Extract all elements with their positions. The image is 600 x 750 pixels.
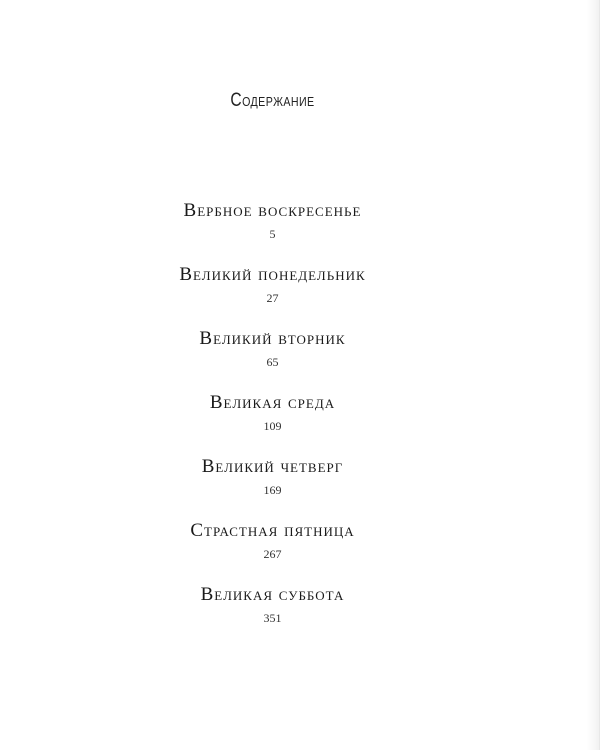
toc-entry-title: Великий вторник (199, 328, 346, 349)
toc-list (0, 198, 545, 646)
toc-entry-page: 267 (263, 547, 282, 561)
toc-entry[interactable] (0, 582, 545, 646)
toc-entry-title: Вербное воскресенье (183, 200, 362, 221)
toc-entry-title: Великая среда (209, 392, 336, 413)
toc-title: Содержание (230, 90, 315, 111)
toc-entry-page: 65 (266, 355, 279, 369)
toc-entry[interactable] (0, 198, 545, 262)
toc-entry[interactable] (0, 262, 545, 326)
toc-entry-page: 5 (269, 227, 276, 241)
toc-entry-title: Великий четверг (201, 456, 344, 477)
page-edge-shadow (586, 0, 600, 750)
toc-entry[interactable] (0, 454, 545, 518)
toc-entry-title: Великая суббота (200, 584, 345, 605)
toc-entry[interactable] (0, 326, 545, 390)
toc-entry-title: Страстная пятница (190, 520, 355, 541)
toc-entry-title: Великий понедельник (179, 264, 366, 285)
toc-entry-page: 169 (263, 483, 282, 497)
toc-entry-page: 351 (263, 611, 282, 625)
toc-entry[interactable] (0, 390, 545, 454)
toc-entry[interactable] (0, 518, 545, 582)
toc-entry-page: 27 (266, 291, 279, 305)
toc-entry-page: 109 (263, 419, 282, 433)
